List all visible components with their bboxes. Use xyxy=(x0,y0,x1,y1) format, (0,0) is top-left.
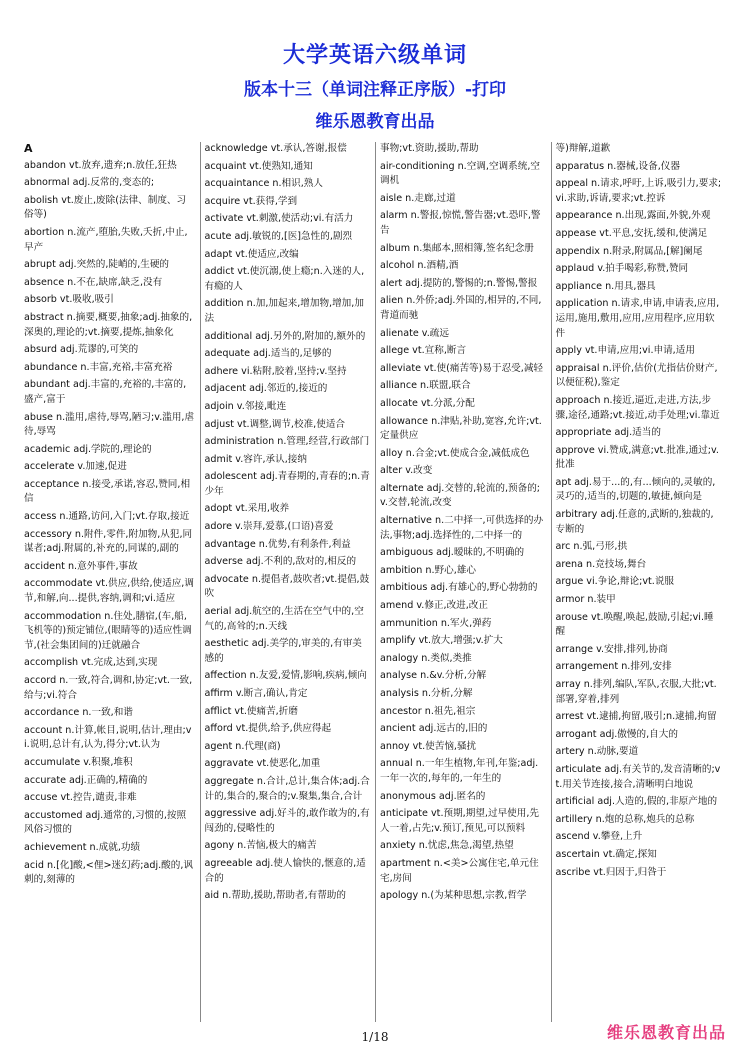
document-title: 大学英语六级单词 xyxy=(282,43,467,68)
watermark: 维乐恩教育出品 xyxy=(606,1023,726,1042)
word-entry: adore v.崇拜,爱慕,(口语)喜爱 xyxy=(204,521,334,533)
word-entry: ancestor n.祖先,祖宗 xyxy=(380,705,476,717)
word-entry: account n.计算,帐目,说明,估计,理由;vi.说明,总计有,认为,得分;vt.认为 xyxy=(24,724,192,751)
word-entry: adhere vi.粘附,胶着,坚持;v.坚持 xyxy=(204,365,347,377)
word-entry: adapt vt.使适应,改编 xyxy=(204,248,299,260)
word-entry: ascribe vt.归因于,归咎于 xyxy=(555,866,667,878)
word-entry: apology n.(为某种思想,宗教,哲学 xyxy=(380,890,527,902)
word-entry: ascend v.攀登,上升 xyxy=(555,831,643,843)
word-entry: affirm v.断言,确认,肯定 xyxy=(204,688,308,699)
word-entry: aisle n.走廊,过道 xyxy=(380,192,456,204)
word-entry: appraisal n.评价,估价(尤指估价财产,以便征税),鉴定 xyxy=(555,362,718,389)
column-4 xyxy=(551,142,727,1022)
word-entry: adequate adj.适当的,足够的 xyxy=(204,348,332,360)
word-entry: aggressive adj.好斗的,敢作敢为的,有闯劲的,侵略性的 xyxy=(204,808,370,834)
word-entry: apartment n.<美>公寓住宅,单元住宅,房间 xyxy=(380,857,539,884)
word-entry: aggravate vt.使恶化,加重 xyxy=(204,758,321,770)
word-entry: approach n.接近,逼近,走进,方法,步骤,途径,通路;vt.接近,动手处理;vi.靠近 xyxy=(555,394,720,421)
word-entry: aid n.帮助,援助,帮助者,有帮助的 xyxy=(204,890,346,902)
page-number: 1/18 xyxy=(361,1030,389,1044)
word-entry: alternative n.二中择一,可供选择的办法,事物;adj.选择性的,二中择一的 xyxy=(380,515,544,541)
word-entry: allege vt.宣称,断言 xyxy=(380,345,467,357)
word-entry: analogy n.类似,类推 xyxy=(380,652,472,664)
word-entry: allocate vt.分派,分配 xyxy=(380,397,475,409)
vocabulary-columns xyxy=(24,142,726,1022)
word-entry: accessory n.附件,零件,附加物,从犯,同谋者;adj.附属的,补充的,同谋的,副的 xyxy=(24,528,193,555)
word-entry: acceptance n.接受,承诺,容忍,赞同,相信 xyxy=(24,478,191,505)
word-entry: affection n.友爱,爱情,影响,疾病,倾向 xyxy=(204,670,367,682)
word-entry: access n.通路,访问,入门;vt.存取,接近 xyxy=(24,511,190,523)
word-entry: aggregate n.合计,总计,集合体;adj.合计的,集合的,聚合的;v.聚集,集合,合计 xyxy=(204,775,370,802)
word-entry: analyse n.&v.分析,分解 xyxy=(380,670,487,682)
column-3 xyxy=(375,142,551,1022)
word-entry: admit v.容许,承认,接纳 xyxy=(204,453,307,465)
word-entry: abandon vt.放弃,遗弃;n.放任,狂热 xyxy=(24,159,177,171)
word-entry: abstract n.摘要,概要,抽象;adj.抽象的,深奥的,理论的;vt.摘要,提炼,抽象化 xyxy=(24,311,193,338)
word-entry: adjacent adj.邻近的,接近的 xyxy=(204,383,328,395)
word-entry: appeal n.请求,呼吁,上诉,吸引力,要求;vi.求助,诉请,要求;vt.控诉 xyxy=(555,178,722,204)
word-entry: accumulate v.积聚,堆积 xyxy=(24,756,133,768)
word-entry: abnormal adj.反常的,变态的; xyxy=(24,177,155,189)
word-entry: accommodation n.住处,膳宿,(车,船,飞机等的)预定铺位,(眼睛等的)适应性调节,(社会集团间的)迁就融合 xyxy=(24,610,192,651)
word-entry: accelerate v.加速,促进 xyxy=(24,461,127,473)
word-entry: advantage n.优势,有利条件,利益 xyxy=(204,538,351,550)
word-entry: alien n.外侨;adj.外国的,相异的,不同,背道而驰 xyxy=(380,295,542,321)
word-entry: artificial adj.人造的,假的,非原产地的 xyxy=(555,796,718,808)
word-entry: alert adj.提防的,警惕的;n.警惕,警报 xyxy=(380,277,538,289)
word-entry: acquaint vt.使熟知,通知 xyxy=(204,160,313,172)
word-entry: amend v.修正,改进,改正 xyxy=(380,600,488,612)
word-entry: aesthetic adj.美学的,审美的,有审美感的 xyxy=(204,638,362,664)
word-entry: alleviate vt.使(痛苦等)易于忍受,减轻 xyxy=(380,362,544,374)
word-entry: abrupt adj.突然的,陡峭的,生硬的 xyxy=(24,259,170,271)
word-entry: anxiety n.忧虑,焦急,渴望,热望 xyxy=(380,840,514,852)
word-entry: ascertain vt.确定,探知 xyxy=(555,848,657,860)
word-entry: allowance n.津贴,补助,宽容,允许;vt.定量供应 xyxy=(380,415,542,442)
word-entry: afford vt.提供,给予,供应得起 xyxy=(204,723,332,735)
word-entry: afflict vt.使痛苦,折磨 xyxy=(204,705,298,717)
word-entry: album n.集邮本,照相簿,签名纪念册 xyxy=(380,242,534,254)
column-2 xyxy=(200,142,376,1022)
word-entry: anonymous adj.匿名的 xyxy=(380,790,486,802)
word-entry: acute adj.敏锐的,[医]急性的,剧烈 xyxy=(204,230,353,242)
document-subtitle: 版本十三（单词注释正序版）-打印 xyxy=(243,80,507,100)
word-entry: 事物;vt.资助,援助,帮助 xyxy=(380,143,479,154)
word-entry: absence n.不在,缺席,缺乏,没有 xyxy=(24,276,163,288)
word-entry: arrest vt.逮捕,拘留,吸引;n.逮捕,拘留 xyxy=(555,711,717,723)
document-header xyxy=(0,42,750,134)
word-entry: achievement n.成就,功绩 xyxy=(24,841,141,853)
word-entry: application n.请求,申请,申请表,应用,运用,施用,敷用,应用,应用程序,应用软件 xyxy=(555,298,720,339)
word-entry: abortion n.流产,堕胎,失败,夭折,中止,早产 xyxy=(24,226,188,253)
word-entry: appropriate adj.适当的 xyxy=(555,427,661,439)
word-entry: argue vi.争论,辩论;vt.说服 xyxy=(555,576,675,588)
word-entry: aerial adj.航空的,生活在空气中的,空气的,高耸的;n.天线 xyxy=(204,606,364,632)
word-entry: alternate adj.交替的,轮流的,预备的;v.交替,轮流,改变 xyxy=(380,482,541,509)
word-entry: arouse vt.唤醒,唤起,鼓励,引起;vi.睡醒 xyxy=(555,611,714,638)
word-entry: apply vt.申请,应用;vi.申请,适用 xyxy=(555,345,695,357)
word-entry: ancient adj.远古的,旧的 xyxy=(380,723,488,735)
word-entry: analysis n.分析,分解 xyxy=(380,688,473,699)
word-entry: acid n.[化]酸,<俚>迷幻药;adj.酸的,讽刺的,刻薄的 xyxy=(24,859,194,886)
word-entry: alcohol n.酒精,酒 xyxy=(380,260,459,272)
word-entry: amplify vt.放大,增强;v.扩大 xyxy=(380,635,503,647)
word-entry: alter v.改变 xyxy=(380,465,433,477)
word-entry: addict vt.使沉溺,使上瘾;n.入迷的人,有瘾的人 xyxy=(204,266,365,292)
section-letter: A xyxy=(24,142,33,155)
word-entry: annoy vt.使苦恼,骚扰 xyxy=(380,740,477,752)
word-entry: accordance n.一致,和谐 xyxy=(24,707,133,719)
word-entry: alarm n.警报,惊慌,警告器;vt.恐吓,警告 xyxy=(380,210,541,236)
word-entry: absorb vt.吸收,吸引 xyxy=(24,294,114,306)
word-entry: armor n.装甲 xyxy=(555,594,616,606)
word-entry: additional adj.另外的,附加的,额外的 xyxy=(204,330,366,342)
word-entry: administration n.管理,经营,行政部门 xyxy=(204,436,370,448)
word-entry: accord n.一致,符合,调和,协定;vt.一致,给与;vi.符合 xyxy=(24,675,193,701)
word-entry: appliance n.用具,器具 xyxy=(555,280,656,292)
word-entry: agony n.苦恼,极大的痛苦 xyxy=(204,840,317,852)
word-entry: adopt vt.采用,收养 xyxy=(204,503,290,515)
word-entry: ambition n.野心,雄心 xyxy=(380,564,476,576)
word-entry: arrange v.安排,排列,协商 xyxy=(555,643,668,655)
word-entry: agreeable adj.使人愉快的,惬意的,适合的 xyxy=(204,857,366,884)
word-entry: accommodate vt.供应,供给,使适应,调节,和解,向...提供,容纳,调和;vi.适应 xyxy=(24,578,194,605)
word-entry: array n.排列,编队,军队,衣服,大批;vt.部署,穿着,排列 xyxy=(555,679,717,705)
word-entry: arc n.弧,弓形,拱 xyxy=(555,541,628,553)
word-entry: arbitrary adj.任意的,武断的,独裁的,专断的 xyxy=(555,509,714,535)
word-entry: accustomed adj.通常的,习惯的,按照风俗习惯的 xyxy=(24,809,187,836)
word-entry: abundance n.丰富,充裕,丰富充裕 xyxy=(24,361,173,373)
word-entry: acknowledge vt.承认,答谢,报偿 xyxy=(204,143,347,154)
column-1 xyxy=(24,142,200,1022)
word-entry: acquaintance n.相识,熟人 xyxy=(204,178,323,190)
word-entry: arrangement n.排列,安排 xyxy=(555,661,672,673)
word-entry: alloy n.合金;vt.使成合金,减低成色 xyxy=(380,447,530,459)
word-entry: abuse n.滥用,虐待,辱骂,陋习;v.滥用,虐待,辱骂 xyxy=(24,411,195,438)
word-entry: artery n.动脉,要道 xyxy=(555,746,639,758)
word-entry: artillery n.炮的总称,炮兵的总称 xyxy=(555,813,695,825)
word-entry: appease vt.平息,安抚,缓和,使满足 xyxy=(555,227,708,239)
word-entry: ammunition n.军火,弹药 xyxy=(380,617,492,629)
word-entry: alliance n.联盟,联合 xyxy=(380,380,471,392)
word-entry: alienate v.疏远 xyxy=(380,327,449,339)
word-entry: adjoin v.邻接,毗连 xyxy=(204,400,287,412)
word-entry: acquire vt.获得,学到 xyxy=(204,195,298,207)
word-entry: adverse adj.不利的,敌对的,相反的 xyxy=(204,556,357,568)
word-entry: apparatus n.器械,设备,仪器 xyxy=(555,160,680,172)
word-entry: applaud v.拍手喝彩,称赞,赞同 xyxy=(555,263,689,275)
word-entry: apt adj.易于...的,有...倾向的,灵敏的,灵巧的,适当的,切题的,敏捷,倾向是 xyxy=(555,476,716,503)
word-entry: accurate adj.正确的,精确的 xyxy=(24,774,148,786)
word-entry: arrogant adj.傲慢的,自大的 xyxy=(555,728,678,740)
word-entry: ambitious adj.有雄心的,野心勃勃的 xyxy=(380,582,538,594)
word-entry: articulate adj.有关节的,发音清晰的;vt.用关节连接,接合,清晰明白地说 xyxy=(555,763,721,790)
word-entry: academic adj.学院的,理论的 xyxy=(24,443,152,455)
word-entry: advocate n.提倡者,鼓吹者;vt.提倡,鼓吹 xyxy=(204,573,370,600)
word-entry: agent n.代理(商) xyxy=(204,740,281,752)
word-entry: anticipate vt.预期,期望,过早使用,先人一着,占先;v.预订,预见,可以预料 xyxy=(380,808,539,834)
word-entry: appendix n.附录,附属品,[解]阑尾 xyxy=(555,245,703,257)
word-entry: appearance n.出现,露面,外貌,外观 xyxy=(555,210,711,222)
word-entry: accident n.意外事件,事故 xyxy=(24,560,138,572)
word-entry: activate vt.刺激,使活动;vi.有活力 xyxy=(204,213,354,225)
word-entry: abundant adj.丰富的,充裕的,丰富的,盛产,富于 xyxy=(24,379,187,405)
publisher: 维乐恩教育出品 xyxy=(315,112,435,132)
word-entry: ambiguous adj.暧昧的,不明确的 xyxy=(380,547,525,559)
word-entry: addition n.加,加起来,增加物,增加,加法 xyxy=(204,298,364,324)
word-entry: approve vi.赞成,满意;vt.批准,通过;v.批准 xyxy=(555,444,719,471)
word-entry: adolescent adj.青春期的,青春的;n.青少年 xyxy=(204,471,370,497)
word-entry: arena n.竞技场,舞台 xyxy=(555,558,647,570)
word-entry: absurd adj.荒谬的,可笑的 xyxy=(24,344,139,356)
word-entry: abolish vt.废止,废除(法律、制度、习俗等) xyxy=(24,194,187,221)
word-entry: accuse vt.控告,谴责,非难 xyxy=(24,792,137,804)
word-entry: 等)辩解,道歉 xyxy=(555,143,611,154)
word-entry: adjust vt.调整,调节,校准,使适合 xyxy=(204,418,346,430)
word-entry: air-conditioning n.空调,空调系统,空调机 xyxy=(380,160,540,187)
word-entry: accomplish vt.完成,达到,实现 xyxy=(24,657,158,669)
word-entry: annual n.一年生植物,年刊,年鉴;adj.一年一次的,每年的,一年生的 xyxy=(380,758,539,784)
